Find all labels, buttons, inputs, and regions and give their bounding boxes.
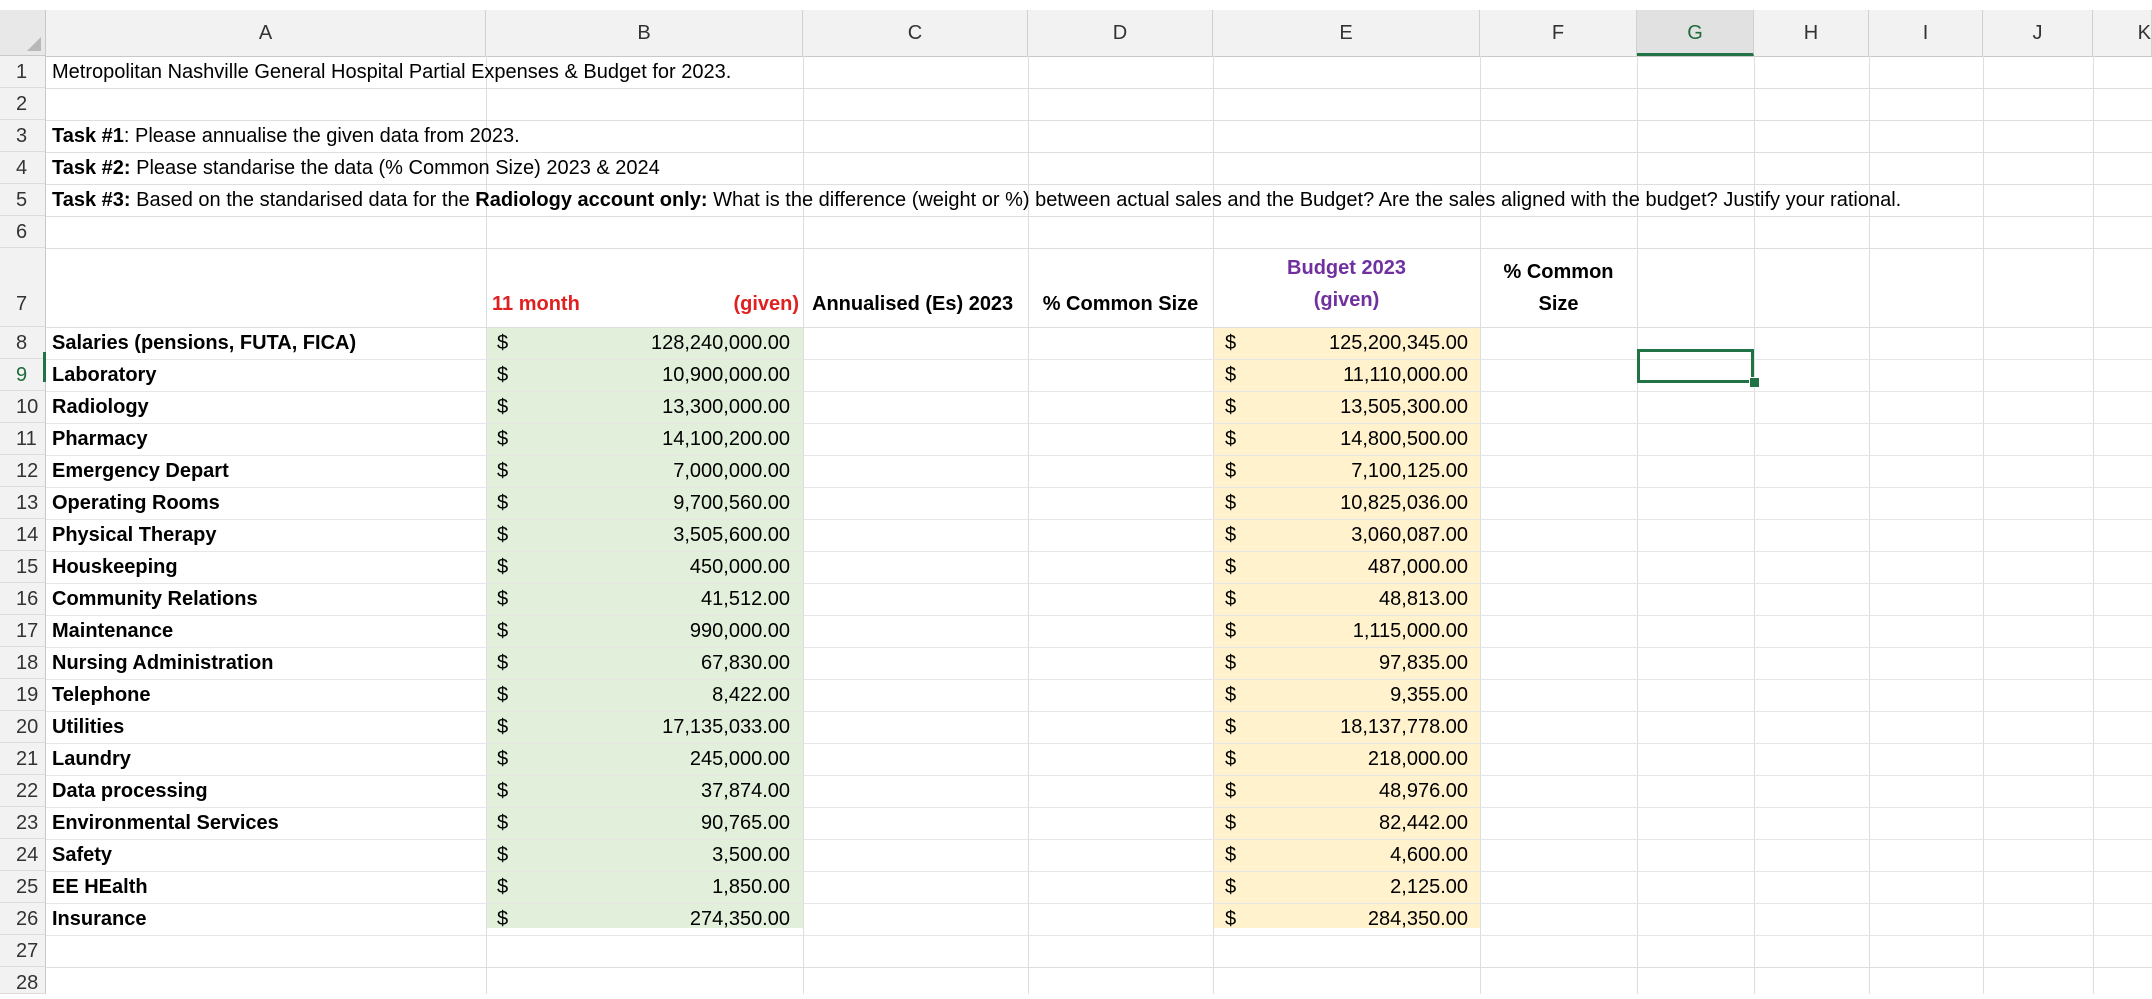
gridline	[46, 903, 2152, 904]
budget-currency[interactable]: $	[1225, 844, 1237, 866]
actual-amount[interactable]: 7,000,000.00	[673, 460, 790, 482]
actual-currency[interactable]: $	[497, 716, 509, 738]
budget-amount[interactable]: 48,813.00	[1379, 588, 1468, 610]
row-header-2[interactable]: 2	[0, 88, 46, 120]
gridline	[46, 423, 2152, 424]
expense-name[interactable]: Physical Therapy	[52, 524, 217, 546]
row-header-3[interactable]: 3	[0, 120, 46, 152]
actual-currency[interactable]: $	[497, 652, 509, 674]
gridline	[46, 359, 2152, 360]
gridline	[46, 871, 2152, 872]
actual-currency[interactable]: $	[497, 364, 509, 386]
column-header-i[interactable]: I	[1869, 10, 1983, 56]
expense-name[interactable]: Radiology	[52, 396, 149, 418]
expense-name[interactable]: Pharmacy	[52, 428, 148, 450]
actual-currency[interactable]: $	[497, 332, 509, 354]
header-given[interactable]: (given)	[733, 293, 799, 315]
expense-name[interactable]: Environmental Services	[52, 812, 279, 834]
row-9-selection-mark	[43, 352, 46, 382]
row-header-28[interactable]: 28	[0, 967, 46, 994]
gridline	[46, 807, 2152, 808]
row-header-21[interactable]: 21	[0, 743, 46, 775]
budget-currency[interactable]: $	[1225, 812, 1237, 834]
task-3-label: Task #3:	[52, 189, 131, 211]
actual-amount[interactable]: 245,000.00	[689, 748, 790, 770]
actual-amount[interactable]: 90,765.00	[701, 812, 790, 834]
actual-amount[interactable]: 10,900,000.00	[662, 364, 790, 386]
row-header-26[interactable]: 26	[0, 903, 46, 935]
row-header-24[interactable]: 24	[0, 839, 46, 871]
gridline	[46, 455, 2152, 456]
budget-amount[interactable]: 18,137,778.00	[1340, 716, 1468, 738]
column-header-g[interactable]: G	[1637, 10, 1754, 56]
actual-amount[interactable]: 13,300,000.00	[662, 396, 790, 418]
row-header-5[interactable]: 5	[0, 184, 46, 216]
actual-currency[interactable]: $	[497, 844, 509, 866]
fill-handle[interactable]	[1749, 377, 1760, 388]
header-common-size-2-line2[interactable]: Size	[1538, 293, 1579, 315]
gridline	[46, 583, 2152, 584]
expense-name[interactable]: Utilities	[52, 716, 125, 738]
actual-currency[interactable]: $	[497, 620, 509, 642]
row-header-23[interactable]: 23	[0, 807, 46, 839]
gridline	[46, 487, 2152, 488]
task-2-label: Task #2:	[52, 157, 131, 179]
expense-name[interactable]: Insurance	[52, 908, 147, 930]
expense-name[interactable]: Houskeeping	[52, 556, 178, 578]
budget-currency[interactable]: $	[1225, 556, 1237, 578]
budget-amount[interactable]: 97,835.00	[1379, 652, 1468, 674]
column-header-j[interactable]: J	[1983, 10, 2093, 56]
row-header-7[interactable]: 7	[0, 248, 46, 327]
actual-amount[interactable]: 990,000.00	[689, 620, 790, 642]
column-header-a[interactable]: A	[46, 10, 486, 56]
task-1-sep: :	[123, 125, 130, 147]
gridline	[46, 327, 2152, 328]
actual-amount[interactable]: 17,135,033.00	[662, 716, 790, 738]
header-common-size[interactable]: % Common Size	[1042, 293, 1199, 315]
row-header-15[interactable]: 15	[0, 551, 46, 583]
gridline	[46, 967, 2152, 968]
task-3-text-b: What is the difference (weight or %) between actual sales and the Budget? Are the sales aligned with the budget? Justify your rational.	[707, 189, 1902, 211]
column-header-b[interactable]: B	[486, 10, 803, 56]
expense-name[interactable]: EE HEalth	[52, 876, 148, 898]
actual-currency[interactable]: $	[497, 492, 509, 514]
gridline	[46, 248, 2152, 249]
gridline	[46, 391, 2152, 392]
actual-amount[interactable]: 128,240,000.00	[650, 332, 790, 354]
column-header-c[interactable]: C	[803, 10, 1028, 56]
budget-currency[interactable]: $	[1225, 620, 1237, 642]
expense-name[interactable]: Maintenance	[52, 620, 174, 642]
gridline	[46, 88, 2152, 89]
column-header-d[interactable]: D	[1028, 10, 1213, 56]
gridline	[46, 519, 2152, 520]
actual-amount[interactable]: 274,350.00	[689, 908, 790, 930]
gridline	[46, 615, 2152, 616]
actual-currency[interactable]: $	[497, 908, 509, 930]
budget-amount[interactable]: 125,200,345.00	[1328, 332, 1468, 354]
row-header-10[interactable]: 10	[0, 391, 46, 423]
expense-name[interactable]: Telephone	[52, 684, 151, 706]
budget-currency[interactable]: $	[1225, 908, 1237, 930]
gridline	[46, 551, 2152, 552]
actual-amount[interactable]: 41,512.00	[701, 588, 790, 610]
budget-amount[interactable]: 284,350.00	[1367, 908, 1468, 930]
expense-name[interactable]: Operating Rooms	[52, 492, 220, 514]
gridline	[46, 775, 2152, 776]
expense-name[interactable]: Emergency Depart	[52, 460, 229, 482]
actual-amount[interactable]: 14,100,200.00	[662, 428, 790, 450]
actual-currency[interactable]: $	[497, 748, 509, 770]
gridline	[46, 647, 2152, 648]
row-header-12[interactable]: 12	[0, 455, 46, 487]
actual-currency[interactable]: $	[497, 876, 509, 898]
task-3-bold: Radiology account only:	[475, 189, 708, 211]
column-header-k[interactable]: K	[2093, 10, 2152, 56]
gridline	[2093, 56, 2094, 994]
gridline	[1983, 56, 1984, 994]
row-header-20[interactable]: 20	[0, 711, 46, 743]
budget-currency[interactable]: $	[1225, 748, 1237, 770]
gridline	[46, 743, 2152, 744]
row-header-14[interactable]: 14	[0, 519, 46, 551]
row-header-4[interactable]: 4	[0, 152, 46, 184]
actual-currency[interactable]: $	[497, 812, 509, 834]
budget-currency[interactable]: $	[1225, 460, 1237, 482]
budget-currency[interactable]: $	[1225, 492, 1237, 514]
gridline	[46, 711, 2152, 712]
actual-amount[interactable]: 1,850.00	[712, 876, 790, 898]
actual-currency[interactable]: $	[497, 684, 509, 706]
actual-currency[interactable]: $	[497, 588, 509, 610]
task-3-text-a: Based on the standarised data for the	[130, 189, 476, 211]
row-header-25[interactable]: 25	[0, 871, 46, 903]
task-1[interactable]	[52, 120, 520, 152]
budget-amount[interactable]: 48,976.00	[1379, 780, 1468, 802]
actual-amount[interactable]: 9,700,560.00	[673, 492, 790, 514]
budget-currency[interactable]: $	[1225, 588, 1237, 610]
budget-currency[interactable]: $	[1225, 364, 1237, 386]
column-header-h[interactable]: H	[1754, 10, 1869, 56]
actual-currency[interactable]: $	[497, 396, 509, 418]
actual-amount[interactable]: 8,422.00	[712, 684, 790, 706]
header-annualised[interactable]: Annualised (Es) 2023	[812, 293, 1014, 315]
select-all-button[interactable]	[0, 10, 46, 56]
budget-amount[interactable]: 10,825,036.00	[1340, 492, 1468, 514]
column-header-e[interactable]: E	[1213, 10, 1480, 56]
header-common-size-2-line1[interactable]: % Common	[1503, 261, 1614, 283]
gridline	[46, 839, 2152, 840]
gridline	[46, 935, 2152, 936]
budget-amount[interactable]: 218,000.00	[1367, 748, 1468, 770]
row-header-19[interactable]: 19	[0, 679, 46, 711]
task-2[interactable]	[52, 152, 660, 184]
budget-currency[interactable]: $	[1225, 396, 1237, 418]
budget-currency[interactable]: $	[1225, 332, 1237, 354]
task-3[interactable]	[52, 184, 1901, 216]
gridline	[46, 216, 2152, 217]
actual-currency[interactable]: $	[497, 556, 509, 578]
row-header-13[interactable]: 13	[0, 487, 46, 519]
actual-amount[interactable]: 37,874.00	[701, 780, 790, 802]
expense-name[interactable]: Nursing Administration	[52, 652, 274, 674]
actual-currency[interactable]: $	[497, 524, 509, 546]
expense-name[interactable]: Laboratory	[52, 364, 157, 386]
budget-amount[interactable]: 2,125.00	[1390, 876, 1468, 898]
budget-amount[interactable]: 1,115,000.00	[1352, 620, 1468, 642]
task-1-text: Please annualise the given data from 2023.	[129, 125, 520, 147]
budget-currency[interactable]: $	[1225, 428, 1237, 450]
row-header-27[interactable]: 27	[0, 935, 46, 967]
budget-amount[interactable]: 82,442.00	[1379, 812, 1468, 834]
task-2-text: Please standarise the data (% Common Size) 2023 & 2024	[130, 157, 660, 179]
expense-name[interactable]: Salaries (pensions, FUTA, FICA)	[52, 332, 357, 354]
budget-amount[interactable]: 11,110,000.00	[1343, 364, 1468, 386]
actual-currency[interactable]: $	[497, 460, 509, 482]
task-1-label: Task #1	[52, 125, 124, 147]
budget-amount[interactable]: 487,000.00	[1367, 556, 1468, 578]
budget-currency[interactable]: $	[1225, 716, 1237, 738]
actual-amount[interactable]: 3,500.00	[712, 844, 790, 866]
expense-name[interactable]: Laundry	[52, 748, 131, 770]
actual-currency[interactable]: $	[497, 428, 509, 450]
row-header-11[interactable]: 11	[0, 423, 46, 455]
budget-amount[interactable]: 4,600.00	[1390, 844, 1468, 866]
budget-amount[interactable]: 14,800,500.00	[1340, 428, 1468, 450]
expense-name[interactable]: Safety	[52, 844, 113, 866]
budget-currency[interactable]: $	[1225, 780, 1237, 802]
row-header-6[interactable]: 6	[0, 216, 46, 248]
expense-name[interactable]: Data processing	[52, 780, 208, 802]
budget-amount[interactable]: 7,100,125.00	[1351, 460, 1468, 482]
row-header-18[interactable]: 18	[0, 647, 46, 679]
budget-amount[interactable]: 9,355.00	[1390, 684, 1468, 706]
row-header-8[interactable]: 8	[0, 327, 46, 359]
column-header-f[interactable]: F	[1480, 10, 1637, 56]
sheet-title[interactable]: Metropolitan Nashville General Hospital Partial Expenses & Budget for 2023.	[52, 61, 732, 83]
row-header-1[interactable]: 1	[0, 56, 46, 88]
header-11-month[interactable]: 11 month	[492, 293, 580, 315]
row-header-16[interactable]: 16	[0, 583, 46, 615]
actual-currency[interactable]: $	[497, 780, 509, 802]
budget-currency[interactable]: $	[1225, 684, 1237, 706]
actual-amount[interactable]: 3,505,600.00	[673, 524, 790, 546]
selected-cell-g9[interactable]	[1637, 349, 1754, 383]
row-header-9[interactable]: 9	[0, 359, 46, 391]
gridline	[46, 679, 2152, 680]
header-budget-line2[interactable]: (given)	[1313, 289, 1380, 311]
actual-amount[interactable]: 67,830.00	[701, 652, 790, 674]
expense-name[interactable]: Community Relations	[52, 588, 258, 610]
budget-amount[interactable]: 13,505,300.00	[1340, 396, 1468, 418]
budget-currency[interactable]: $	[1225, 876, 1237, 898]
budget-currency[interactable]: $	[1225, 524, 1237, 546]
header-budget-line1[interactable]: Budget 2023	[1287, 257, 1406, 279]
budget-amount[interactable]: 3,060,087.00	[1351, 524, 1468, 546]
actual-amount[interactable]: 450,000.00	[689, 556, 790, 578]
budget-currency[interactable]: $	[1225, 652, 1237, 674]
row-header-22[interactable]: 22	[0, 775, 46, 807]
row-header-17[interactable]: 17	[0, 615, 46, 647]
